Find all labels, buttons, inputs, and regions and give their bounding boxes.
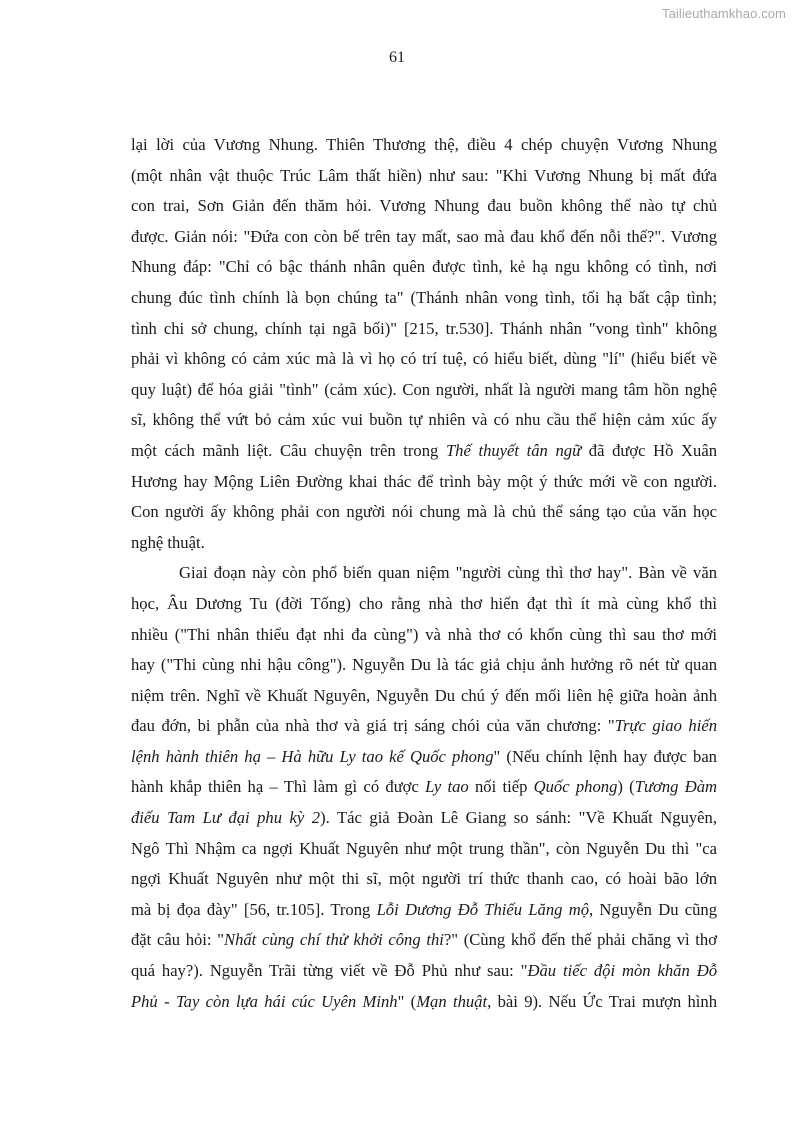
text-segment: đã được Hồ Xuân xyxy=(581,440,717,460)
text-line xyxy=(131,803,717,834)
italic-title: Thế thuyết tân ngữ xyxy=(445,440,582,460)
text-line xyxy=(131,956,717,987)
text-segment: tình chi sở chung, chính tại ngã bối)" [215, tr.530]. Thánh nhân "vong tình" không xyxy=(131,318,717,338)
text-line xyxy=(131,589,717,620)
text-line xyxy=(131,344,717,375)
italic-title: Lỗi Dương Đỗ Thiếu Lăng mộ xyxy=(376,899,589,919)
text-line xyxy=(131,436,717,467)
text-line xyxy=(131,222,717,253)
text-segment: Hương hay Mộng Liên Đường khai thác để trình bày một ý thức mới về con người. xyxy=(131,471,717,491)
text-segment: ngợi Khuất Nguyên như một thi sĩ, một người trí thức thanh cao, có hoài bão lớn xyxy=(131,869,717,889)
text-line xyxy=(131,558,717,589)
text-segment: đau đớn, bi phẫn của nhà thơ và giá trị sáng chói của văn chương: " xyxy=(131,716,615,736)
text-segment: , bài 9). Nếu Ức Trai mượn hình xyxy=(487,991,718,1011)
text-line xyxy=(131,314,717,345)
body-text xyxy=(131,130,717,1017)
text-segment: sĩ, không thể vứt bỏ cảm xúc vui buồn tự nhiên và có nhu cầu thể hiện cảm xúc ấy xyxy=(131,410,717,430)
text-segment: nghệ thuật. xyxy=(131,532,205,552)
text-segment: Ngô Thì Nhậm ca ngợi Khuất Nguyên như một trung thần", còn Nguyễn Du thì "ca xyxy=(131,838,717,858)
text-line xyxy=(131,834,717,865)
text-segment: một cách mãnh liệt. Câu chuyện trên trong xyxy=(131,440,446,460)
text-line xyxy=(131,864,717,895)
text-line xyxy=(131,161,717,192)
text-segment: niệm trên. Nghĩ về Khuất Nguyên, Nguyễn Du chú ý đến mối liên hệ giữa hoàn ảnh xyxy=(131,685,717,705)
text-segment: học, Âu Dương Tu (đời Tống) cho rằng nhà thơ hiển đạt thì ít mà cùng khổ thì xyxy=(131,593,717,613)
italic-title: Tương Đàm xyxy=(634,777,717,797)
text-line xyxy=(131,375,717,406)
text-segment: đặt câu hỏi: " xyxy=(131,930,224,950)
text-line xyxy=(131,895,717,926)
text-line xyxy=(131,405,717,436)
text-line xyxy=(131,742,717,773)
text-line xyxy=(131,130,717,161)
italic-title: Mạn thuật xyxy=(416,991,488,1011)
italic-title: Trực giao hiến xyxy=(614,716,717,736)
text-line xyxy=(131,772,717,803)
italic-title: Đầu tiếc đội mòn khăn Đỗ xyxy=(527,961,717,981)
text-line xyxy=(131,497,717,528)
text-segment: " (Nếu chính lệnh hay được ban xyxy=(493,746,717,766)
text-segment: chung đúc tình chính là bọn chúng ta" (Thánh nhân vong tình, tối hạ bất cập tình; xyxy=(131,287,717,307)
text-segment: " ( xyxy=(397,991,417,1011)
italic-title: Quốc phong xyxy=(533,777,618,797)
text-segment: (một nhân vật thuộc Trúc Lâm thất hiền) như sau: "Khi Vương Nhung bị mất đứa xyxy=(131,165,717,185)
text-line xyxy=(131,681,717,712)
watermark: Tailieuthamkhao.com xyxy=(661,6,786,21)
italic-title: Nhất cùng chí thử khởi công thi xyxy=(224,930,444,950)
text-line xyxy=(131,987,717,1018)
page-number: 61 xyxy=(389,49,405,66)
text-line xyxy=(131,528,717,559)
text-segment: hành khắp thiên hạ – Thì làm gì có được xyxy=(131,777,426,797)
text-line xyxy=(131,925,717,956)
text-segment: , Nguyễn Du cũng xyxy=(589,899,718,919)
text-segment: ). Tác giả Đoàn Lê Giang so sánh: "Về Khuất Nguyên, xyxy=(320,808,717,828)
text-line xyxy=(131,283,717,314)
text-segment: lại lời của Vương Nhung. Thiên Thương thệ, điều 4 chép chuyện Vương Nhung xyxy=(131,135,717,154)
text-segment: hay ("Thi cùng nhi hậu công"). Nguyễn Du là tác giả chịu ảnh hưởng rõ nét từ quan xyxy=(131,655,717,675)
text-line xyxy=(131,711,717,742)
text-segment: Con người ấy không phải con người nói chung mà là chủ thể sáng tạo của văn học xyxy=(131,502,717,522)
text-segment: con trai, Sơn Giản đến thăm hỏi. Vương Nhung đau buồn không thể nào tự chủ xyxy=(131,196,717,216)
text-segment: mà bị đọa đày" [56, tr.105]. Trong xyxy=(131,899,377,919)
text-line xyxy=(131,467,717,498)
text-segment: quá hay?). Nguyễn Trãi từng viết về Đỗ Phủ như sau: " xyxy=(131,961,528,981)
text-segment: Nhung đáp: "Chỉ có bậc thánh nhân quên được tình, kẻ hạ ngu không có tình, nơi xyxy=(131,257,717,277)
text-segment: nối tiếp xyxy=(468,777,534,797)
text-segment: Giai đoạn này còn phổ biến quan niệm "người cùng thì thơ hay". Bàn về văn xyxy=(179,563,717,583)
italic-title: Phủ - Tay còn lựa hái cúc Uyên Minh xyxy=(131,991,398,1011)
italic-title: điếu Tam Lư đại phu kỳ 2 xyxy=(131,808,321,828)
text-segment: được. Giản nói: "Đứa con còn bế trên tay mất, sao mà đau khổ đến nỗi thế?". Vương xyxy=(131,226,717,246)
text-line xyxy=(131,191,717,222)
text-line xyxy=(131,620,717,651)
text-segment: phải vì không có cảm xúc mà là vì họ có trí tuệ, có hiểu biết, dùng "lí" (hiểu biết về xyxy=(131,349,717,369)
text-segment: nhiều ("Thi nhân thiểu đạt nhi đa cùng") và nhà thơ có khốn cùng thì sau thơ mới xyxy=(131,624,717,644)
text-line xyxy=(131,252,717,283)
text-segment: ) ( xyxy=(617,777,635,797)
text-segment: ?" (Cùng khổ đến thế phải chăng vì thơ xyxy=(443,930,717,950)
text-segment: quy luật) để hóa giải "tình" (cảm xúc). Con người, nhất là người mang tâm hồn nghệ xyxy=(131,379,717,399)
italic-title: Ly tao xyxy=(425,777,469,797)
italic-title: lệnh hành thiên hạ – Hà hữu Ly tao kế Quốc phong xyxy=(131,746,494,766)
text-line xyxy=(131,650,717,681)
